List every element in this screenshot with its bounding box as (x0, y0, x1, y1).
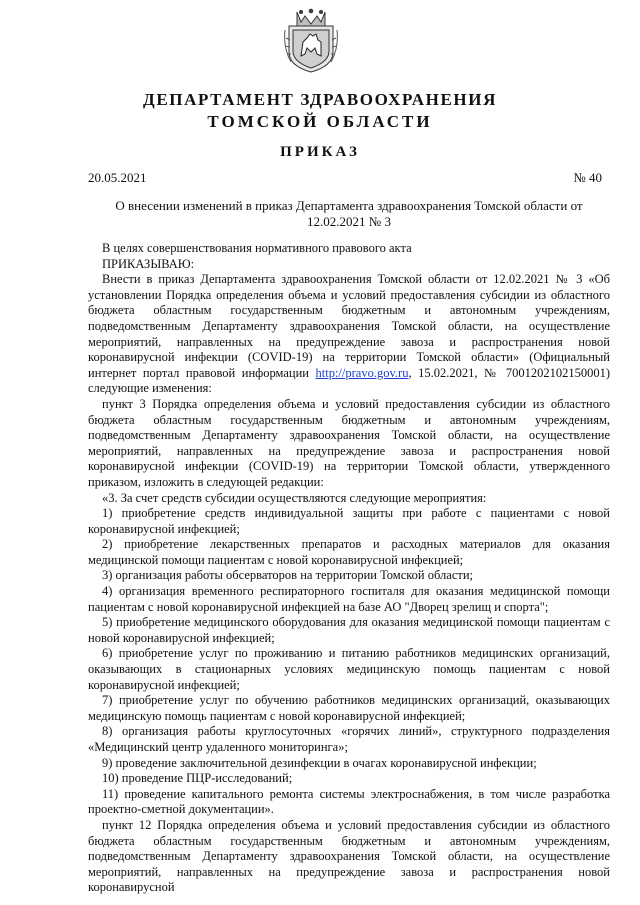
order-subject: О внесении изменений в приказ Департамента здравоохранения Томской области от 12.02.2021 № 3 (115, 198, 583, 229)
body-paragraph: пункт 12 Порядка определения объема и условий предоставления субсидии из областного бюджета областным государственным бюджетным и автономным учреждениям, подведомственным Департаменту здравоохранения Томской области, на осуществление мероприятий, направленных на предупреждение завоза и распространения новой коронавирусной (88, 817, 610, 895)
list-item: 1) приобретение средств индивидуальной защиты при работе с пациентами с новой коронавирусной инфекцией; (88, 506, 610, 536)
body-paragraph: «3. За счет средств субсидии осуществляются следующие мероприятия: (102, 490, 487, 505)
coat-of-arms-emblem (283, 8, 339, 74)
order-date: 20.05.2021 (88, 170, 147, 185)
list-item: 7) приобретение услуг по обучению работников медицинских организаций, оказывающих медицинскую помощь пациентам с новой коронавирусной инфекцией; (88, 693, 610, 723)
body-paragraph: ПРИКАЗЫВАЮ: (102, 256, 195, 271)
department-name-line1: ДЕПАРТАМЕНТ ЗДРАВООХРАНЕНИЯ (143, 90, 497, 109)
body-paragraph: пункт 3 Порядка определения объема и условий предоставления субсидии из областного бюджета областным государственным бюджетным и автономным учреждениям, подведомственным Департаменту здравоохранения Томской области, на осуществление мероприятий, направленных на предупреждение завоза и распространения новой коронавирусной инфекции (COVID-19) на территории Томской области, утвержденного приказом, изложить в следующей редакции: (88, 396, 610, 489)
list-item: 4) организация временного респираторного госпиталя для оказания медицинской помощи пациентам с новой коронавирусной инфекцией на базе АО "Дворец зрелищ и спорта"; (88, 584, 610, 614)
list-item: 8) организация работы круглосуточных «горячих линий», структурного подразделения «Медицинский центр удаленного мониторинга»; (88, 724, 610, 754)
list-item: 3) организация работы обсерваторов на территории Томской области; (102, 568, 473, 583)
body-paragraph (88, 272, 610, 397)
body-text: Внести в приказ Департамента здравоохранения Томской области от 12.02.2021 № 3 «Об установлении Порядка определения объема и условий предоставления субсидии из областного бюджета областным государственным бюджетным и автономным учреждениям, подведомственным Департаменту здравоохранения Томской области, на осуществление мероприятий, направленных на предупреждение завоза и распространения новой коронавирусной инфекции (COVID-19) на территории Томской области» (Официальный интернет портал правовой информации (88, 272, 610, 380)
pravo-gov-link[interactable]: http://pravo.gov.ru (315, 365, 409, 380)
order-number: № 40 (573, 170, 602, 185)
list-item: 9) проведение заключительной дезинфекции в очагах коронавирусной инфекции; (102, 755, 537, 770)
order-body (88, 241, 610, 896)
document-type-title: ПРИКАЗ (280, 144, 360, 160)
body-text: , 15.02.2021, № 7001202102150001) следующие изменения: (88, 365, 611, 396)
list-item: 6) приобретение услуг по проживанию и питанию работников медицинских организаций, оказывающих в стационарных условиях медицинскую помощь пациентам с новой коронавирусной инфекцией; (88, 646, 610, 692)
department-name-line2: ТОМСКОЙ ОБЛАСТИ (207, 112, 433, 131)
list-item: 5) приобретение медицинского оборудования для оказания медицинской помощи пациентам с новой коронавирусной инфекцией; (88, 615, 610, 645)
list-item: 11) проведение капитального ремонта системы электроснабжения, в том числе разработка проектно-сметной документации». (88, 786, 610, 817)
body-paragraph: В целях совершенствования нормативного правового акта (102, 241, 412, 255)
list-item: 10) проведение ПЦР-исследований; (102, 771, 293, 786)
list-item: 2) приобретение лекарственных препаратов и расходных материалов для оказания медицинской помощи пациентам с новой коронавирусной инфекцией; (88, 537, 610, 567)
